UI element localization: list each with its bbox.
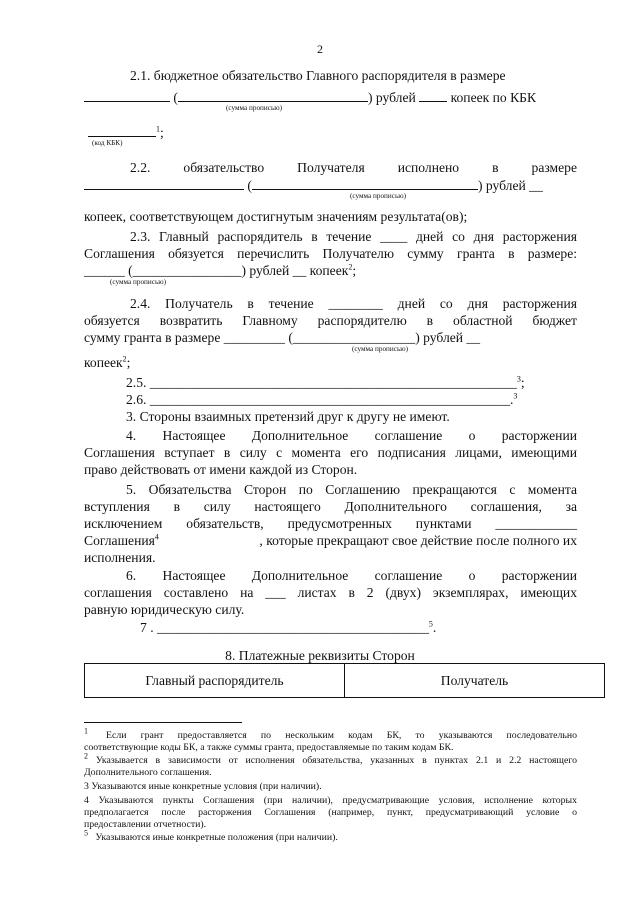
footnote-ref-4: 4 [154,532,159,542]
footnote-4-line-2: предполагается после расторжения Соглашения (например, пункт, предусматривающий условие о [84,807,577,818]
clause-5-line-2: вступления в силу настоящего Дополнительного соглашения, за [84,499,577,514]
footnote-4-line-1: 4 Указываются пункты Соглашения (при наличии), предусматривающие условия, исполнение которых [84,795,577,806]
clause-2-2-line-3: копеек, соответствующем достигнутым значениям результата(ов); [84,209,468,224]
clause-2-5-text: 2.5. ______________________________________________________ [126,375,517,390]
footnote-ref-5: 5 [428,619,433,629]
blank-kopecks [419,89,447,102]
footnote-1-marker [84,726,106,742]
footnote-ref-2: 2 [122,354,127,364]
footnote-2-line-2: Дополнительного соглашения. [84,767,212,778]
kopecks-label: копеек [84,355,123,370]
footnote-ref-1: 1 [156,124,160,134]
footnote-1-number: 1 [84,726,88,736]
clause-4-line-2: Соглашения вступает в силу с момента его подписания лицами, имеющими [84,445,577,460]
clause-2-5: 2.5. ______________________________________________________$^3$; [126,374,525,390]
clause-2-2-line-1: 2.2. обязательство Получателя исполнено в размере [130,160,577,175]
footnote-5-number: 5 [84,828,88,838]
clause-2-4-line-3: сумму гранта в размере _________ (__________________) рублей __ [84,330,481,345]
blank-amount [84,89,170,102]
clause-5-agreement-ref [84,533,159,549]
caption-sum-words: (сумма прописью) [226,104,282,112]
paren-open: ( [247,178,252,193]
semicolon: ; [160,125,164,140]
paren-open: ( [173,90,178,105]
agreement-word: Соглашения [84,533,155,548]
clause-5-line-1: 5. Обязательства Сторон по Соглашению прекращаются с момента [126,482,577,497]
table-header-recipient: Получатель [344,664,604,697]
blank-sum-words [252,177,478,190]
rubles-label: ) рублей [367,90,416,105]
blank-sum-words [178,89,368,102]
clause-2-1-line-2 [84,89,536,106]
clause-6-line-1: 6. Настоящее Дополнительное соглашение о расторжении [126,568,577,583]
blank-kbk [88,124,156,137]
clause-3: 3. Стороны взаимных претензий друг к другу не имеют. [126,409,450,424]
rubles-label: ) рублей __ [477,178,543,193]
footnote-2-line-1 [84,751,577,767]
kopecks-kbk-label: копеек по КБК [450,90,537,105]
clause-2-1-line-1: 2.1. бюджетное обязательство Главного распорядителя в размере [130,68,506,83]
footnote-1-text-a: Если грант предоставляется по нескольким кодам БК, то указываются последовательно [106,730,577,741]
clause-2-3-line-2: Соглашения обязуется перечислить Получателю сумму гранта в размере: [84,246,577,261]
clause-5-line-5: исполнения. [84,550,156,565]
clause-6-line-2: соглашения составлено на ___ листах в 2 (двух) экземплярах, имеющих [84,585,577,600]
footnote-5-text: Указываются иные конкретные положения (при наличии). [95,832,338,843]
clause-2-3-line-1: 2.3. Главный распорядитель в течение ____ дней со дня расторжения [130,229,577,244]
clause-2-6-text: 2.6. _____________________________________________________. [126,392,514,407]
clause-7-text: 7 . ________________________________________ [140,620,429,635]
clause-7 [140,620,436,636]
caption-sum-words: (сумма прописью) [352,345,408,353]
clause-5-line-4 [84,533,577,549]
clause-2-2-line-2 [84,177,543,194]
footnote-2-text-a: Указывается в зависимости от исполнения обязательства, указанных в пунктах 2.1 и 2.2 настоящего [95,755,577,766]
clause-4-line-3: право действовать от имени каждой из Сторон. [84,462,358,477]
footnote-1-line-1 [84,726,577,742]
footnote-3: 3 Указываются иные конкретные условия (при наличии). [84,781,322,792]
blank-amount [84,177,244,190]
footnote-1-line-2: соответствующие коды БК, а также суммы гранта, предоставляемые по таким кодам БК. [84,742,454,753]
period: . [432,620,437,635]
footnote-ref-3: 3 [513,391,518,401]
caption-sum-words: (сумма прописью) [350,192,406,200]
clause-2-4-line-1: 2.4. Получатель в течение ________ дней со дня расторжения [130,296,577,311]
caption-kbk: (код КБК) [92,139,123,147]
page-number: 2 [317,42,323,56]
footnote-5 [84,828,338,844]
clause-5-line-3: исключением обязательств, предусмотренных пунктами ____________ [84,516,577,531]
clause-2-6 [126,392,517,408]
footnote-divider [84,722,242,723]
payment-details-table [84,663,605,698]
clause-5-line-4-rest: , которые прекращают свое действие после полного их [259,533,577,548]
caption-sum-words: (сумма прописью) [110,278,166,286]
clause-2-3-line-3: ______ (________________) рублей __ копеек$^2$; [84,262,357,278]
clause-2-3-sum-text: ______ (________________) рублей __ копеек [84,263,349,278]
footnote-4-line-3: предоставлении отчетности). [84,819,207,830]
section-8-title: 8. Платежные реквизиты Сторон [225,648,415,663]
clause-2-4-line-4: копеек$^2$; [84,354,131,370]
clause-4-line-1: 4. Настоящее Дополнительное соглашение о расторжении [126,428,577,443]
clause-2-4-line-2: обязуется возвратить Главному распорядителю в областной бюджет [84,313,577,328]
footnote-ref-2: 2 [348,262,353,272]
clause-6-line-3: равную юридическую силу. [84,602,245,617]
footnote-2-number: 2 [84,751,88,761]
footnote-ref-3: 3 [516,374,521,384]
table-header-main-manager: Главный распорядитель [145,672,284,688]
